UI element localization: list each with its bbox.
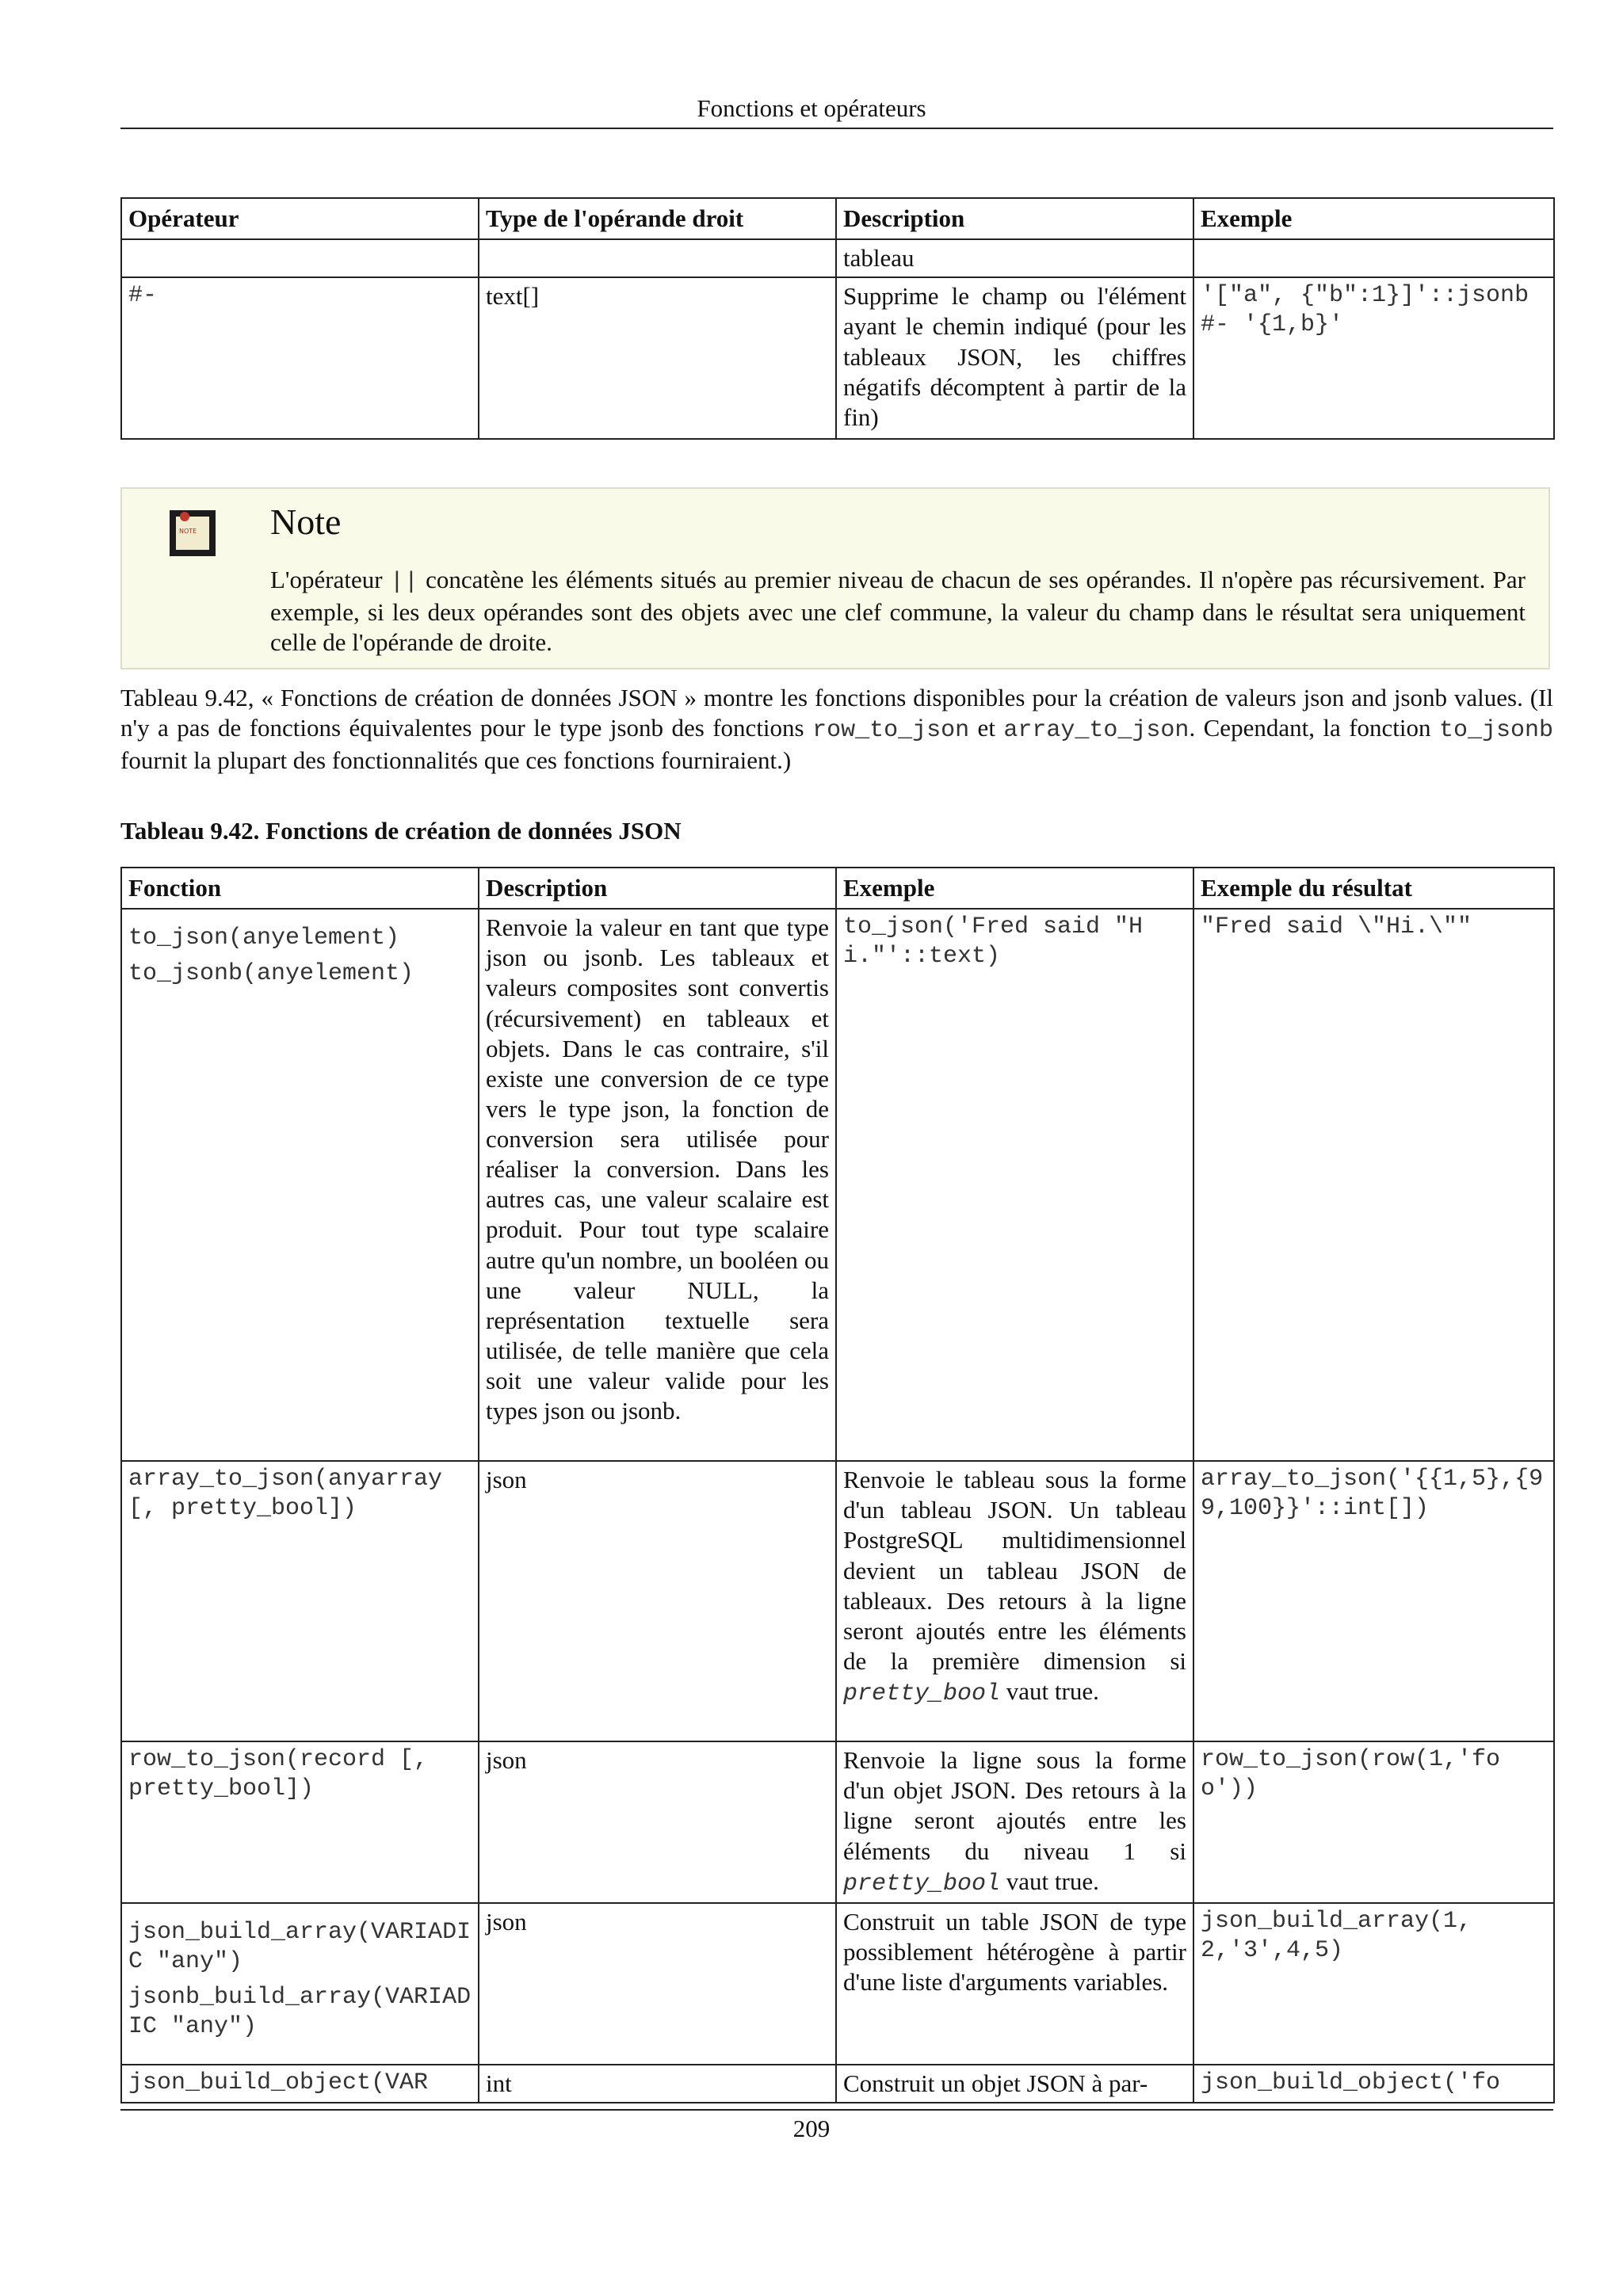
inline-code: to_jsonb	[1438, 717, 1554, 745]
column-header: Description	[479, 868, 836, 909]
table-row	[121, 2065, 1554, 2103]
column-header: Opérateur	[121, 198, 479, 239]
table-row	[121, 239, 1554, 277]
description-cell: Construit un objet JSON à par-	[836, 2065, 1193, 2103]
note-title: Note	[270, 502, 342, 542]
type-cell: json	[479, 1461, 836, 1741]
function-cell: row_to_json(record [, pretty_bool])	[121, 1741, 479, 1903]
table-cell	[479, 239, 836, 277]
table-row	[121, 1741, 1554, 1903]
type-cell: int	[479, 2065, 836, 2103]
operator-cell: #-	[121, 277, 479, 439]
example-cell: to_json('Fred said "Hi."'::text)	[836, 909, 1193, 1461]
column-header: Fonction	[121, 868, 479, 909]
description-cell: Construit un table JSON de type possiblement hétérogène à partir d'une liste d'arguments variables.	[836, 1903, 1193, 2065]
column-header: Exemple	[836, 868, 1193, 909]
description-cell: Renvoie la ligne sous la forme d'un objet JSON. Des retours à la ligne seront ajoutés entre les éléments du niveau 1 si pretty_bool vaut true.	[836, 1741, 1193, 1903]
intro-paragraph: Tableau 9.42, « Fonctions de création de données JSON » montre les fonctions disponibles pour la création de valeurs json and jsonb values. (Il n'y a pas de fonctions équivalentes pour le type jsonb des fonctions row_to_json et array_to_json. Cependant, la fonction to_jsonb fournit la plupart des fonctionnalités que ces fonctions fourniraient.)	[120, 684, 1554, 775]
note-text: L'opérateur || concatène les éléments situés au premier niveau de chacun de ses opérandes. Il n'opère pas récursivement. Par exemple, si les deux opérandes sont des objets avec une clef commune, la valeur du champ dans le résultat sera uniquement celle de l'opérande de droite.	[270, 566, 1526, 657]
table-row	[121, 909, 1554, 1461]
table-row	[121, 277, 1554, 439]
column-header: Description	[836, 198, 1193, 239]
example-cell: json_build_array(1,2,'3',4,5)	[1193, 1903, 1554, 2065]
operators-table	[120, 197, 1555, 440]
param-code: pretty_bool	[843, 1870, 1001, 1897]
description-cell: Renvoie la valeur en tant que type json ou jsonb. Les tableaux et valeurs composites sont convertis (récursivement) en tableaux et objets. Dans le cas contraire, s'il existe une conversion de ce type vers le type json, la fonction de conversion sera utilisée pour réaliser la conversion. Dans les autres cas, une valeur scalaire est produit. Pour tout type scalaire autre qu'un nombre, un booléen ou une valeur NULL, la représentation textuelle sera utilisée, de telle manière que cela soit une valeur valide pour les types json ou jsonb.	[479, 909, 836, 1461]
header-rule	[120, 128, 1553, 129]
example-cell: row_to_json(row(1,'foo'))	[1193, 1741, 1554, 1903]
inline-code: array_to_json	[1003, 717, 1190, 745]
description-cell: Supprime le champ ou l'élément ayant le chemin indiqué (pour les tableaux JSON, les chiffres négatifs décomptent à partir de la fin)	[836, 277, 1193, 439]
note-icon	[170, 510, 216, 556]
table-header-row	[121, 868, 1554, 909]
json-functions-table	[120, 867, 1555, 2103]
type-cell: json	[479, 1903, 836, 2065]
param-code: pretty_bool	[843, 1680, 1001, 1707]
table-cell	[1193, 239, 1554, 277]
type-cell: text[]	[479, 277, 836, 439]
function-cell: json_build_object(VAR	[121, 2065, 479, 2103]
table-row	[121, 1903, 1554, 2065]
function-cell: to_json(anyelement) to_jsonb(anyelement)	[121, 909, 479, 1461]
note-icon-label: NOTE	[179, 528, 197, 535]
inline-code: row_to_json	[812, 717, 970, 745]
table-caption: Tableau 9.42. Fonctions de création de données JSON	[120, 817, 682, 845]
column-header: Exemple	[1193, 198, 1554, 239]
running-header: Fonctions et opérateurs	[697, 94, 926, 122]
example-cell: '["a", {"b":1}]'::jsonb #- '{1,b}'	[1193, 277, 1554, 439]
function-cell: array_to_json(anyarray [, pretty_bool])	[121, 1461, 479, 1741]
function-cell: json_build_array(VARIADIC "any") jsonb_build_array(VARIADIC "any")	[121, 1903, 479, 2065]
column-header: Exemple du résultat	[1193, 868, 1554, 909]
table-header-row	[121, 198, 1554, 239]
example-cell: array_to_json('{{1,5},{99,100}}'::int[])	[1193, 1461, 1554, 1741]
table-cell: tableau	[836, 239, 1193, 277]
table-row	[121, 1461, 1554, 1741]
example-cell: json_build_object('fo	[1193, 2065, 1554, 2103]
footer-rule	[120, 2109, 1553, 2111]
table-cell	[121, 239, 479, 277]
column-header: Type de l'opérande droit	[479, 198, 836, 239]
result-cell: "Fred said \"Hi.\""	[1193, 909, 1554, 1461]
description-cell: Renvoie le tableau sous la forme d'un tableau JSON. Un tableau PostgreSQL multidimensionnel devient un tableau JSON de tableaux. Des retours à la ligne seront ajoutés entre les éléments de la première dimension si pretty_bool vaut true.	[836, 1461, 1193, 1741]
operator-code: ||	[389, 569, 418, 596]
page-number: 209	[792, 2115, 831, 2142]
note-box	[120, 487, 1550, 669]
type-cell: json	[479, 1741, 836, 1903]
